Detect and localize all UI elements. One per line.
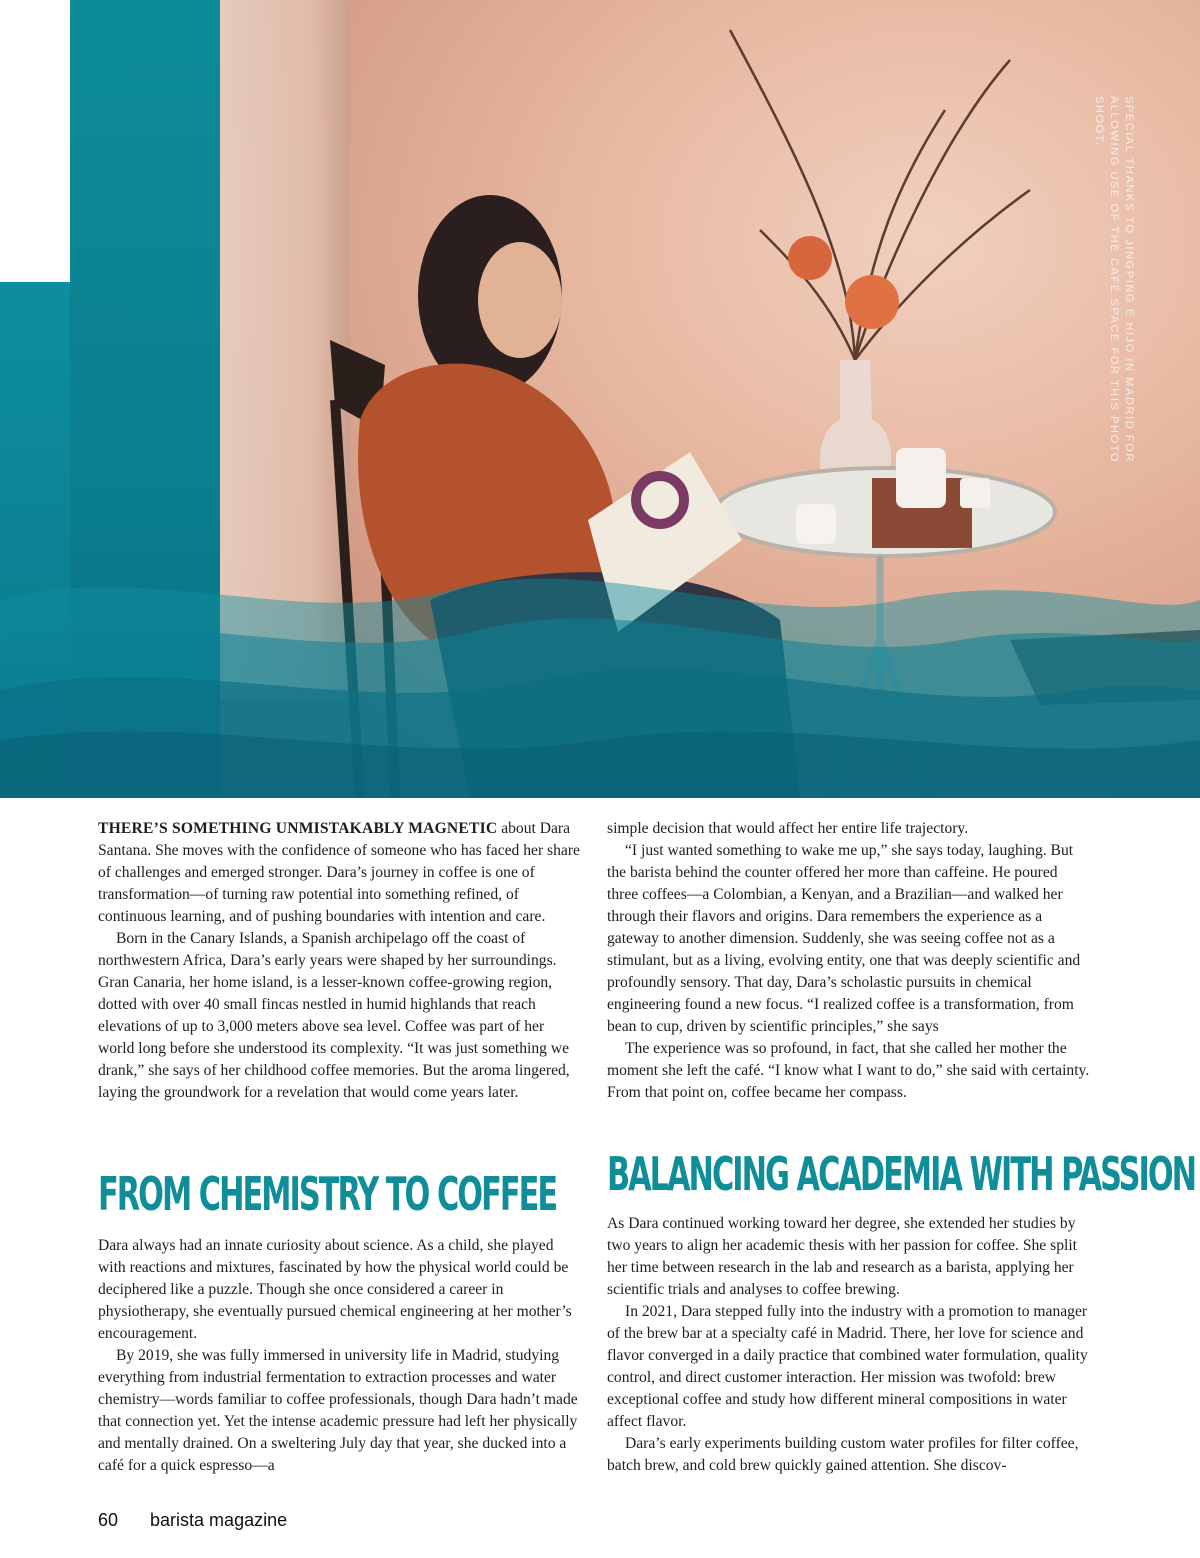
ocean-waves-overlay [0, 540, 1200, 798]
section-heading: BALANCING ACADEMIA WITH PASSION [607, 1147, 1196, 1201]
magazine-name: barista magazine [150, 1510, 288, 1530]
body-paragraph: As Dara continued working toward her degree, she extended her studies by two years to align her academic thesis with her passion for coffee. She split her time between research in the lab and research as a barista, applying her scientific trials and analyses to coffee brewing. [607, 1215, 1077, 1298]
lede-text: THERE’S SOMETHING UNMISTAKABLY MAGNETIC [98, 820, 498, 837]
photo-credit: SPECIAL THANKS TO JINGPING E HIJO IN MADRID FOR ALLOWING USE OF THE CAFÉ SPACE FOR THIS PHOTO SHOOT. [1093, 96, 1135, 464]
body-paragraph: simple decision that would affect her entire life trajectory. [607, 820, 969, 837]
body-paragraph: Dara always had an innate curiosity about science. As a child, she played with reactions and mixtures, fascinated by how the physical world could be deciphered like a puzzle. Though she once considered a career in physiotherapy, she eventually pursued chemical engineering at her mother’s encouragement. [98, 1237, 572, 1342]
right-column-continued [607, 818, 1091, 1104]
rose-flower [845, 275, 899, 329]
page-footer [98, 1510, 287, 1531]
body-paragraph: The experience was so profound, in fact, that she called her mother the moment she left the café. “I know what I want to do,” she said with certainty. From that point on, coffee became her compass. [607, 1040, 1090, 1101]
section2-body [607, 1213, 1091, 1477]
body-paragraph: “I just wanted something to wake me up,” she says today, laughing. But the barista behind the counter offered her more than caffeine. He poured three coffees—a Colombian, a Kenyan, and a Brazilian—and walked her through their flavors and origins. Dara remembers the experience as a gateway to another dimension. Suddenly, she was seeing coffee not as a stimulant, but as a living, evolving entity, one that was deeply scientific and profoundly sensory. That day, Dara’s scholastic pursuits in chemical engineering found a new focus. “I realized coffee is a transformation, from bean to cup, driven by scientific principles,” she says [607, 842, 1081, 1035]
person-face [478, 242, 562, 358]
body-paragraph: By 2019, she was fully immersed in university life in Madrid, studying everything from industrial fermentation to extraction processes and water chemistry—words familiar to coffee professionals, though Dara hadn’t made that connection yet. Yet the intense academic pressure had left her physically and mentally drained. On a sweltering July day that year, she ducked into a café for a quick espresso—a [98, 1347, 578, 1474]
body-paragraph: Born in the Canary Islands, a Spanish archipelago off the coast of northwestern Africa, Dara’s early years were shaped by her surroundings. Gran Canaria, her home island, is a lesser-known coffee-growing region, dotted with over 40 small fincas nestled in humid highlands that reach elevations of up to 3,000 meters above sea level. Coffee was part of her world long before she understood its complexity. “It was just something we drank,” she says of her childhood coffee memories. But the aroma lingered, laying the groundwork for a revelation that would come years later. [98, 930, 570, 1101]
white-notch [0, 0, 70, 282]
body-paragraph: Dara’s early experiments building custom water profiles for filter coffee, batch brew, and cold brew quickly gained attention. She discov- [607, 1435, 1079, 1474]
body-paragraph: In 2021, Dara stepped fully into the industry with a promotion to manager of the brew bar at a specialty café in Madrid. There, her love for science and flavor converged in a daily practice that combined water formulation, quality control, and direct customer interaction. Her mission was twofold: brew exceptional coffee and study how different mineral compositions in water affect flavor. [607, 1303, 1088, 1430]
intro-paragraph: THERE’S SOMETHING UNMISTAKABLY MAGNETIC about Dara Santana. She moves with the confidence of someone who has faced her share of challenges and emerged stronger. Dara’s journey in coffee is one of transformation—of turning raw potential into something refined, of continuous learning, and of pushing boundaries with intention and care. [98, 820, 580, 925]
section1-body [98, 1235, 582, 1477]
article-intro [98, 818, 582, 1104]
coffee-cup [796, 504, 836, 544]
rose-flower [788, 236, 832, 280]
page-number: 60 [98, 1510, 119, 1530]
section-heading: FROM CHEMISTRY TO COFFEE [98, 1167, 557, 1221]
